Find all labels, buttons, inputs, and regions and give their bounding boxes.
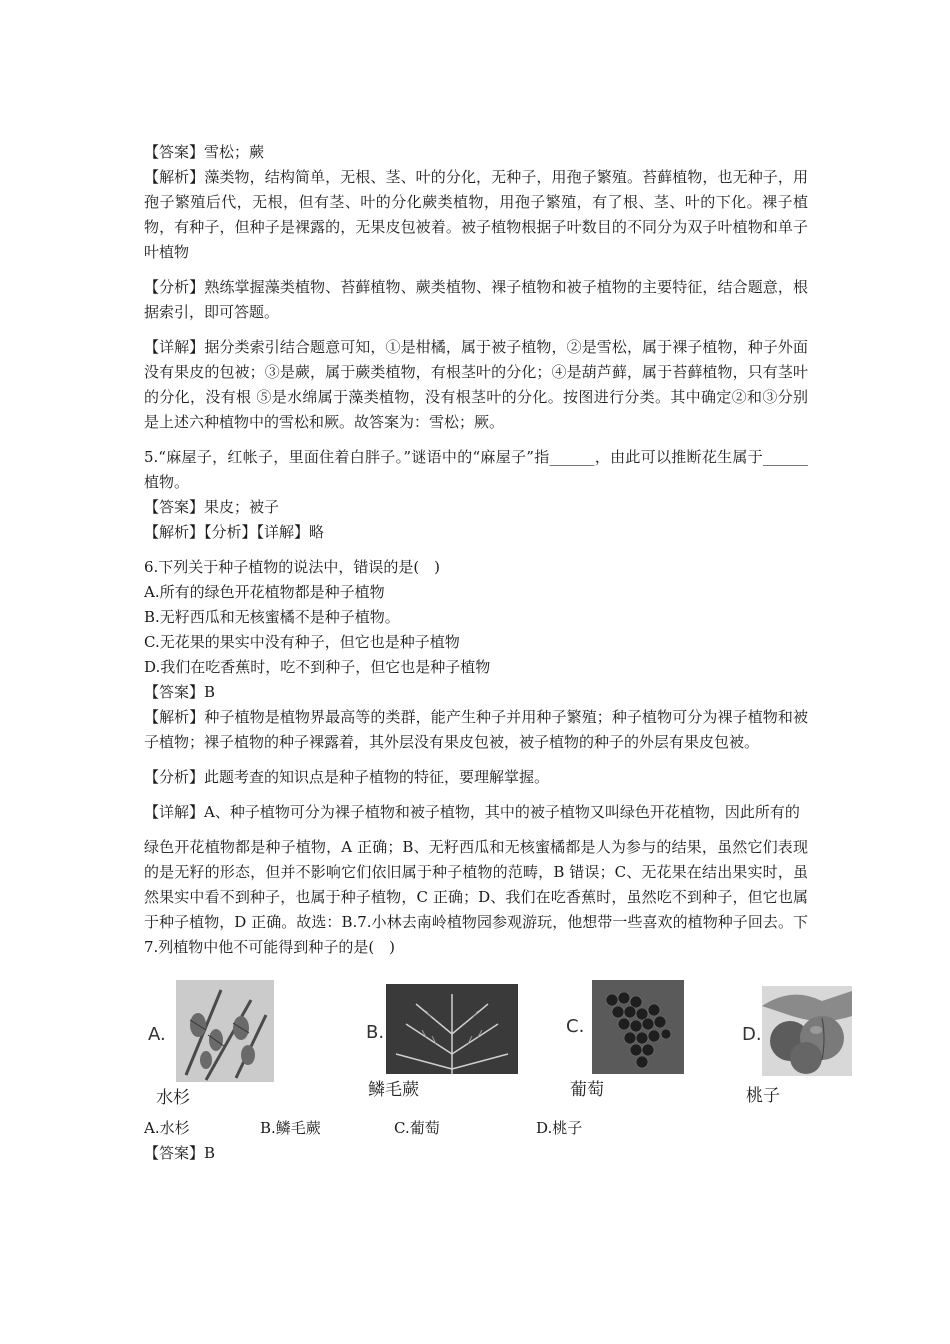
figure-c-letter: C. [566, 1016, 585, 1037]
q5-analysis: 【解析】【分析】【详解】略 [144, 523, 325, 541]
fern-photo [386, 984, 518, 1074]
dawn-redwood-photo [176, 980, 274, 1082]
figure-a-letter: A. [148, 1024, 166, 1045]
q7-option-a: A.水杉 [144, 1119, 190, 1137]
q6-option-c: C.无花果的果实中没有种子，但它也是种子植物 [144, 633, 460, 651]
q6-option-b: B.无籽西瓜和无核蜜橘不是种子植物。 [144, 608, 400, 626]
figure-d-letter: D. [742, 1024, 762, 1045]
grape-photo [592, 980, 684, 1074]
q7-options [144, 1116, 808, 1141]
figure-a-caption: 水杉 [156, 1088, 190, 1108]
figure-b-caption: 鳞毛蕨 [368, 1080, 419, 1100]
figure-a [148, 980, 278, 1112]
q6-answer: 【答案】B [144, 683, 216, 701]
q6-detail-2: 绿色开花植物都是种子植物，A 正确；B、无籽西瓜和无核蜜橘都是人为参与的结果，虽然它们表现的是无籽的形态，但并不影响它们依旧属于种子植物的范畴，B 错误；C、无花果在结出果实时，虽然果实中看不到种子，也属于种子植物，C 正确；D、我们在吃香蕉时，虽然吃不到种子，但它也属于种子植物，D 正确。故选：B.7.小林去南岭植物园参观游玩，他想带一些喜欢的植物种子回去。下 7.列植物中他不可能得到种子的是( ) [144, 838, 808, 956]
figure-d [740, 980, 860, 1112]
q7-answer: 【答案】B [144, 1144, 216, 1162]
q4-analysis: 【解析】藻类物，结构简单，无根、茎、叶的分化，无种子，用孢子繁殖。苔藓植物，也无种子，用孢子繁殖后代，无根，但有茎、叶的分化蕨类植物，用孢子繁殖，有了根、茎、叶的下化。裸子植物，有种子，但种子是裸露的，无果皮包被着。被子植物根据子叶数目的不同分为双子叶植物和单子叶植物 [144, 168, 808, 261]
document-page [144, 140, 808, 1166]
q6-question: 6.下列关于种子植物的说法中，错误的是( ) [144, 558, 441, 576]
q7-option-c: C.葡萄 [394, 1119, 440, 1137]
q6-detail-1: 【详解】A、种子植物可分为裸子植物和被子植物，其中的被子植物又叫绿色开花植物，因此所有的 [144, 803, 800, 821]
q6-analysis: 【解析】种子植物是植物界最高等的类群，能产生种子并用种子繁殖；种子植物可分为裸子植物和被子植物；裸子植物的种子裸露着，其外层没有果皮包被，被子植物的种子的外层有果皮包被。 [144, 708, 808, 751]
q6-fenxi: 【分析】此题考查的知识点是种子植物的特征，要理解掌握。 [144, 768, 550, 786]
q7-option-d: D.桃子 [536, 1119, 583, 1137]
figure-b-letter: B. [366, 1022, 385, 1043]
q5-question: 5.“麻屋子，红帐子，里面住着白胖子。”谜语中的“麻屋子”指______，由此可以推断花生属于______植物。 [144, 448, 808, 491]
q7-option-b: B.鳞毛蕨 [260, 1119, 321, 1137]
peach-photo [762, 986, 852, 1076]
q4-fenxi: 【分析】熟练掌握藻类植物、苔藓植物、蕨类植物、裸子植物和被子植物的主要特征，结合题意，根据索引，即可答题。 [144, 278, 808, 321]
q4-answer: 【答案】雪松；蕨 [144, 143, 265, 161]
q5-answer: 【答案】果皮；被子 [144, 498, 280, 516]
q6-option-d: D.我们在吃香蕉时，吃不到种子，但它也是种子植物 [144, 658, 491, 676]
q4-detail: 【详解】据分类索引结合题意可知，①是柑橘，属于被子植物，②是雪松，属于裸子植物，种子外面没有果皮的包被；③是蕨，属于蕨类植物，有根茎叶的分化；④是葫芦藓，属于苔藓植物，只有茎叶的分化，没有根 ⑤是水绵属于藻类植物，没有根茎叶的分化。按图进行分类。其中确定②和③分别是上述六种植物中的雪松和厥。故答案为：雪松；厥。 [144, 338, 808, 431]
figure-c [564, 980, 694, 1112]
q6-option-a: A.所有的绿色开花植物都是种子植物 [144, 583, 385, 601]
q7-figure-row [144, 980, 864, 1112]
figure-c-caption: 葡萄 [570, 1080, 604, 1100]
figure-d-caption: 桃子 [746, 1086, 780, 1106]
figure-b [366, 980, 526, 1112]
